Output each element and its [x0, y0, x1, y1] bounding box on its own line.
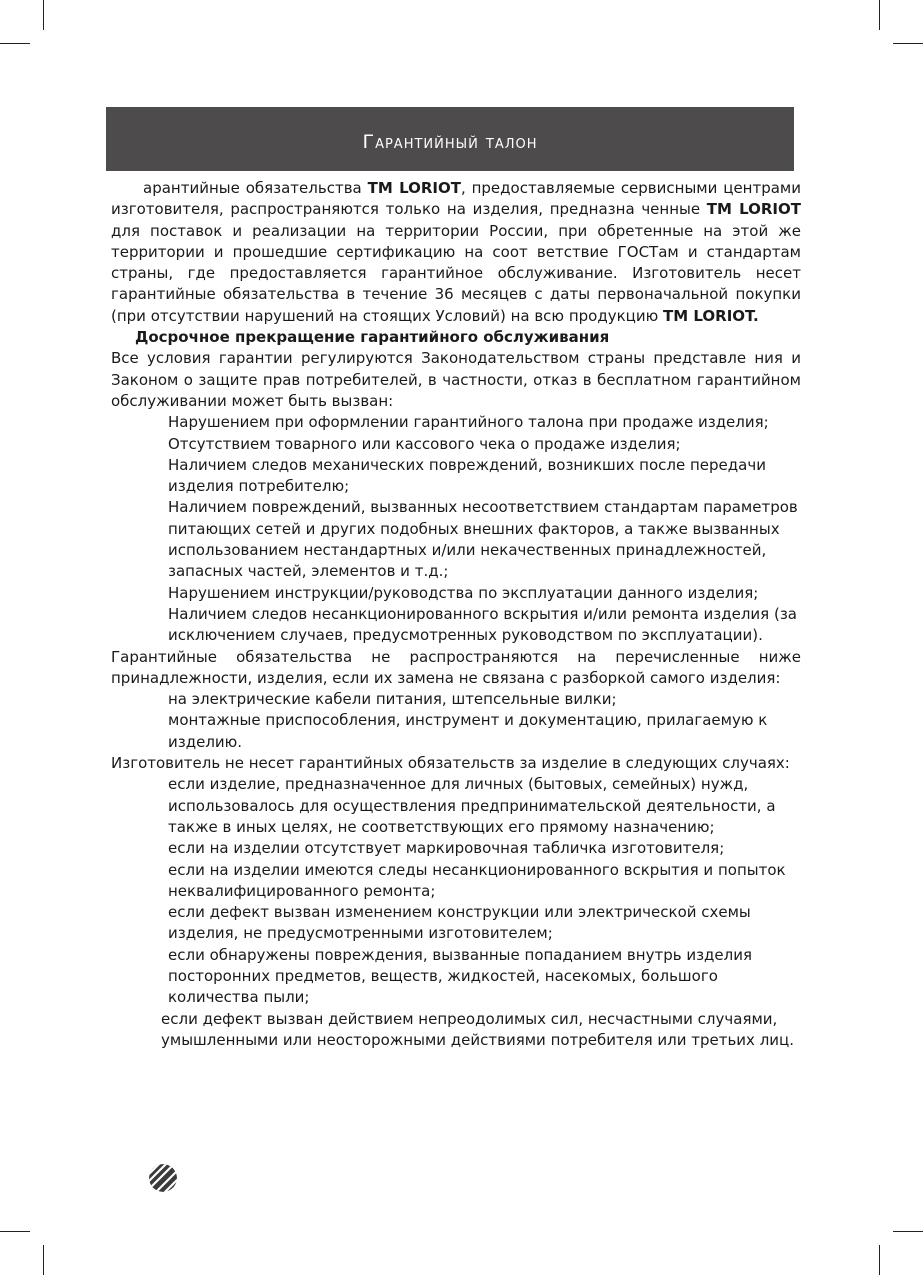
page-title: Гарантийный талон	[362, 131, 538, 153]
reasons-list	[111, 412, 801, 646]
list-item: если изделие, предназначенное для личных (бытовых, семейных) нужд, использовалось для осуществления предпринимательской деятельности, а также в иных целях, не соответствующих его прямому назначению;	[168, 775, 776, 836]
list-item: если дефект вызван изменением конструкции или электрической схемы изделия, не предусмотренными изготовителем;	[168, 903, 751, 943]
crop-mark	[879, 1245, 880, 1275]
list-item: если обнаружены повреждения, вызванные попаданием внутрь изделия посторонних предметов, веществ, жидкостей, насекомых, большого количества пыли;	[168, 945, 753, 1007]
intro-text: , предоставляемые сервисными центрами изготовителя, распространяются только на изделия, предназна ченные	[111, 179, 801, 219]
crop-mark	[0, 43, 30, 44]
crop-mark	[879, 0, 880, 30]
crop-mark	[43, 0, 44, 30]
brand-name: TM LORIOT	[706, 200, 801, 219]
list-item: если на изделии отсутствует маркировочная табличка изготовителя;	[168, 839, 725, 858]
list-item: Наличием следов несанкционированного вскрытия и/или ремонта изделия (за исключением случаев, предусмотренных руководством по эксплуатации).	[168, 604, 797, 645]
document-body	[111, 178, 801, 1051]
list-item: Наличием повреждений, вызванных несоответствием стандартам параметров питающих сетей и других подобных внешних факторов, а также вызванных использованием нестандартных и/или некачественных принадлежностей, запасных частей, элементов и т.д.;	[168, 498, 798, 581]
crop-mark	[0, 1231, 30, 1232]
exclusions-list	[111, 774, 801, 1051]
header-bar	[106, 107, 794, 171]
exclusions-lead: Изготовитель не несет гарантийных обязательств за изделие в следующих случаях:	[111, 754, 790, 773]
intro-text: для поставок и реализации на территории России, при обретенные на этой же территории и прошедшие сертификацию на соот ветствие ГОСТам и стандартам страны, где предоставляется гарантийное обслуживание. Изготовитель несет гарантийные обязательства в течение 36 месяцев с даты первоначальной покупки (при отсутствии нарушений на стоящих Условий) на всю продукцию	[111, 221, 801, 325]
list-item: Наличием следов механических повреждений, возникших после передачи изделия потребителю;	[168, 455, 766, 496]
list-item: монтажные приспособления, инструмент и документацию, прилагаемую к изделию.	[168, 711, 768, 751]
accessories-list	[111, 689, 801, 753]
list-item: Нарушением при оформлении гарантийного талона при продаже изделия;	[168, 413, 769, 432]
crop-mark	[893, 1231, 923, 1232]
list-item: Нарушением инструкции/руководства по эксплуатации данного изделия;	[168, 583, 759, 602]
list-item: если дефект вызван действием непреодолимых сил, несчастными случаями, умышленными или неосторожными действиями потребителя или третьих лиц.	[161, 1009, 795, 1049]
crop-mark	[893, 43, 923, 44]
accessories-lead: Гарантийные обязательства не распространяются на перечисленные ниже принадлежности, изделия, если их замена не связана с разборкой самого изделия:	[111, 647, 801, 687]
crop-mark	[43, 1245, 44, 1275]
list-item: если на изделии имеются следы несанкционированного вскрытия и попыток неквалифицированного ремонта;	[168, 860, 786, 900]
brand-name: TM LORIOT	[367, 179, 461, 197]
section-heading: Досрочное прекращение гарантийного обслуживания	[135, 328, 610, 347]
list-item: на электрические кабели питания, штепсельные вилки;	[168, 690, 617, 709]
brand-logo-icon	[148, 1163, 178, 1193]
brand-name: TM LORIOT.	[663, 306, 759, 325]
section-lead: Все условия гарантии регулируются Законодательством страны представле ния и Законом о защите прав потребителей, в частности, отказ в бесплатном гарантийном обслуживании может быть вызван:	[111, 349, 801, 410]
intro-paragraph	[111, 178, 801, 327]
list-item: Отсутствием товарного или кассового чека о продаже изделия;	[168, 434, 681, 453]
intro-text: арантийные обязательства	[143, 179, 368, 197]
